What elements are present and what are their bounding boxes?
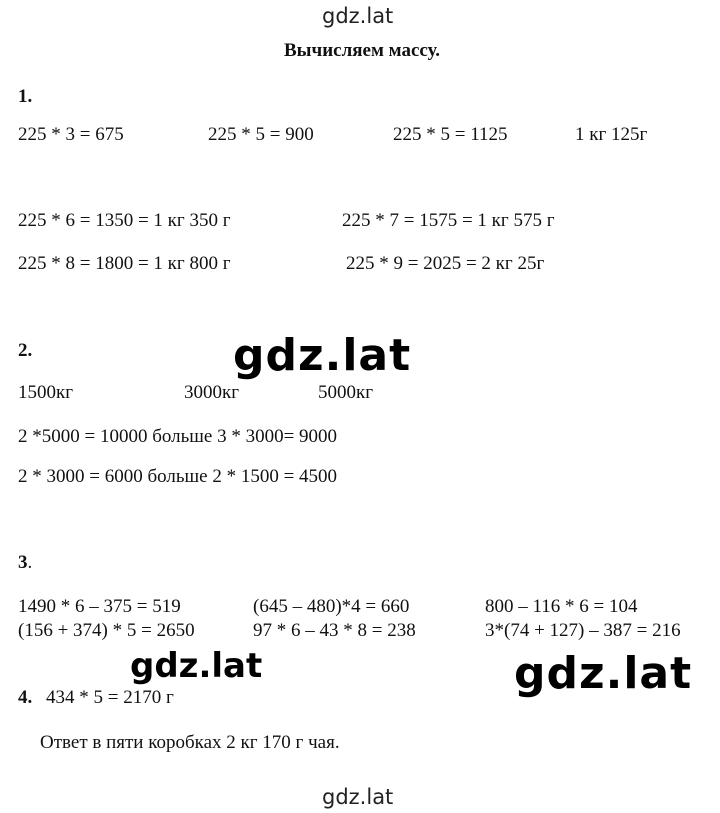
- task1-row1-cell2: 225 * 5 = 900: [208, 124, 314, 145]
- task3-number: [18, 552, 32, 574]
- task3-number-digit: 3: [18, 552, 28, 573]
- page-title: Вычисляем массу.: [284, 40, 440, 61]
- task3-row2-cell3: 3*(74 + 127) – 387 = 216: [485, 620, 681, 641]
- task3-row1-cell3: 800 – 116 * 6 = 104: [485, 596, 638, 617]
- task2-mass-2: 3000кг: [184, 382, 240, 403]
- task4-number: 4.: [18, 687, 33, 708]
- task1-row1-cell1: 225 * 3 = 675: [18, 124, 124, 145]
- task3-row1-cell2: (645 – 480)*4 = 660: [253, 596, 410, 617]
- task1-row2-cell2: 225 * 7 = 1575 = 1 кг 575 г: [342, 210, 555, 231]
- task1-number: 1.: [18, 86, 33, 107]
- watermark-left-bottom: gdz.lat: [130, 646, 263, 686]
- task4-answer: Ответ в пяти коробках 2 кг 170 г чая.: [40, 732, 340, 753]
- watermark-top: gdz.lat: [322, 4, 394, 28]
- watermark-right-bottom: gdz.lat: [514, 648, 693, 699]
- watermark-footer: gdz.lat: [322, 785, 394, 809]
- task1-row3-cell1: 225 * 8 = 1800 = 1 кг 800 г: [18, 253, 231, 274]
- task2-mass-1: 1500кг: [18, 382, 74, 403]
- task3-row2-cell2: 97 * 6 – 43 * 8 = 238: [253, 620, 416, 641]
- task1-row3-cell2: 225 * 9 = 2025 = 2 кг 25г: [346, 253, 545, 274]
- task2-line1: 2 *5000 = 10000 больше 3 * 3000= 9000: [18, 426, 338, 447]
- task4-expression: 434 * 5 = 2170 г: [46, 687, 174, 708]
- task2-number: 2.: [18, 340, 33, 361]
- watermark-middle: gdz.lat: [233, 330, 412, 381]
- task2-mass-3: 5000кг: [318, 382, 374, 403]
- task1-row1-cell4: 1 кг 125г: [575, 124, 648, 145]
- task3-row1-cell1: 1490 * 6 – 375 = 519: [18, 596, 181, 617]
- task3-row2-cell1: (156 + 374) * 5 = 2650: [18, 620, 195, 641]
- task3-number-dot: .: [27, 552, 33, 573]
- task1-row2-cell1: 225 * 6 = 1350 = 1 кг 350 г: [18, 210, 231, 231]
- task2-line2: 2 * 3000 = 6000 больше 2 * 1500 = 4500: [18, 466, 338, 487]
- task1-row1-cell3: 225 * 5 = 1125: [393, 124, 508, 145]
